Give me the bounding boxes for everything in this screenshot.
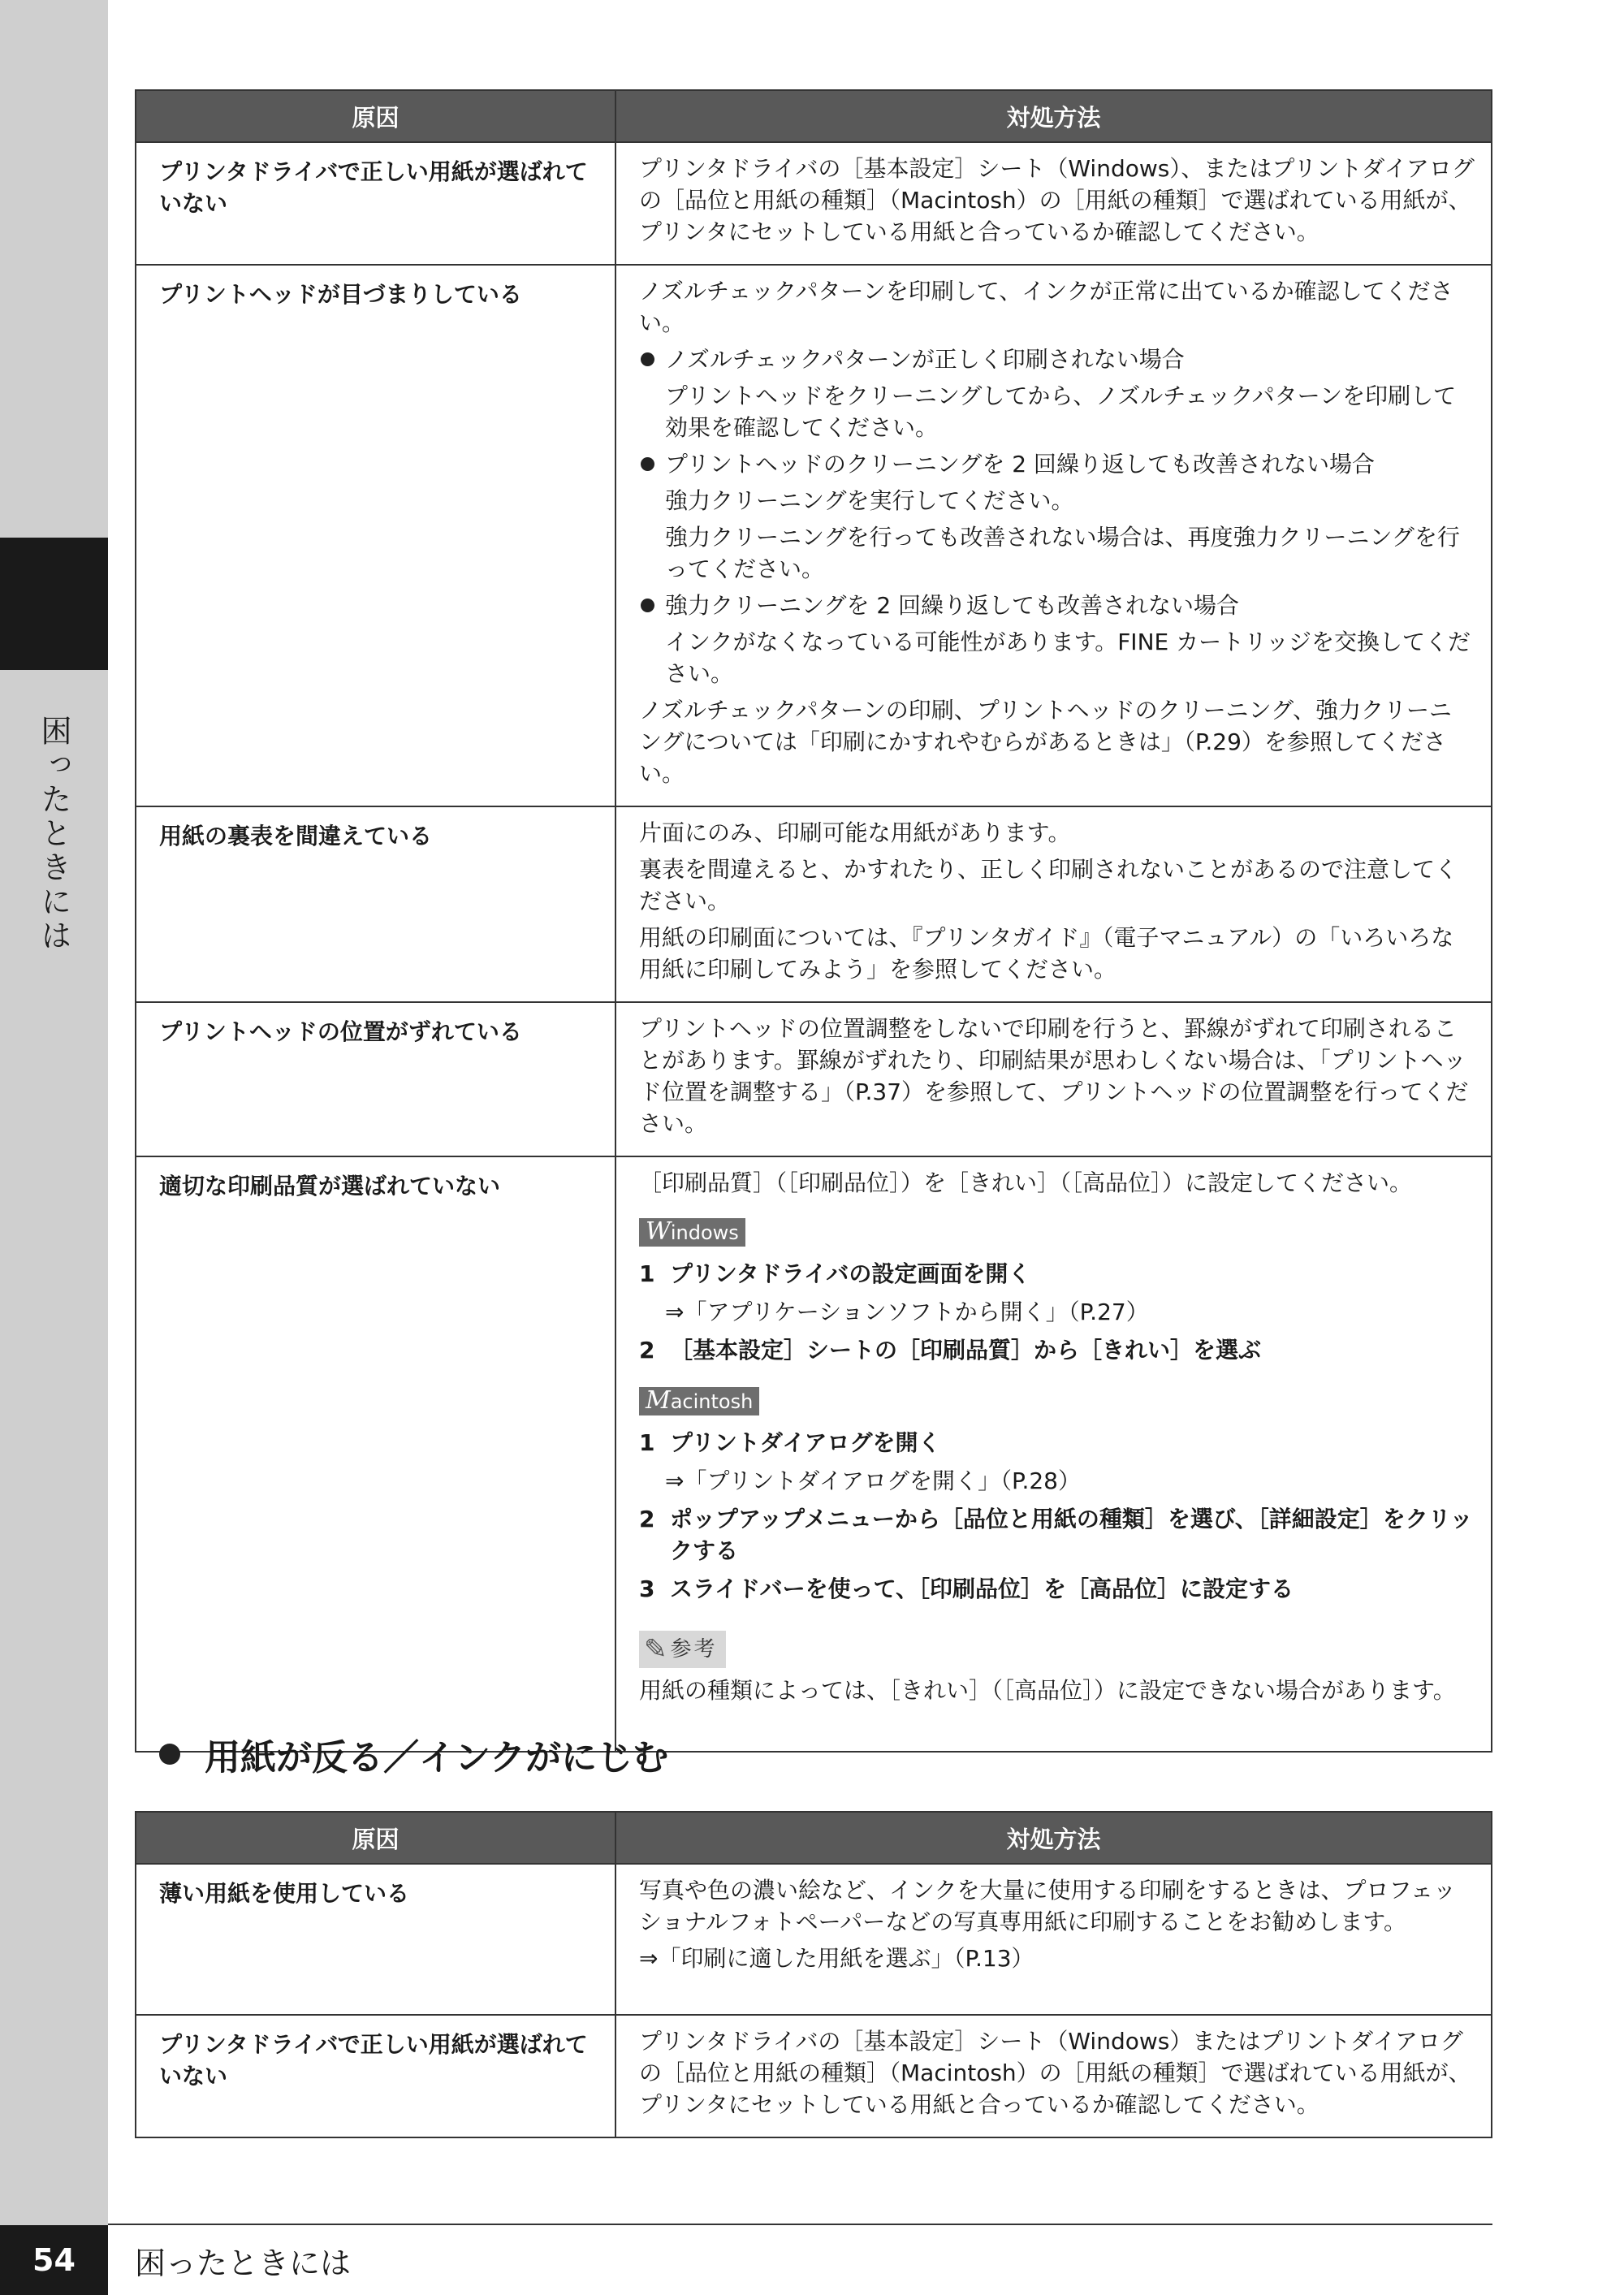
bullet-text: 強力クリーニングを実行してください。 xyxy=(665,487,1074,514)
solution-cell xyxy=(615,1002,1492,1156)
cause-cell: プリントヘッドの位置がずれている xyxy=(136,1002,615,1156)
bullet-item xyxy=(639,344,1475,375)
table-row xyxy=(136,142,1492,265)
solution-text: プリントヘッドの位置調整をしないで印刷を行うと、罫線がずれて印刷されることがあります。罫線がずれたり、印刷結果が思わしくない場合は、「プリントヘッド位置を調整する」（P.37）を参照して、プリントヘッドの位置調整を行ってください。 xyxy=(639,1015,1469,1137)
header-solution: 対処方法 xyxy=(615,90,1492,142)
windows-badge: Windows xyxy=(639,1218,745,1247)
table-row xyxy=(136,2015,1492,2137)
bullet-dot-icon xyxy=(641,599,654,612)
solution-cell xyxy=(615,2015,1492,2137)
section-heading-text: 用紙が反る／インクがにじむ xyxy=(205,1737,669,1779)
bullet-item xyxy=(639,590,1475,621)
footer-rule xyxy=(108,2224,1492,2225)
table-row xyxy=(136,265,1492,806)
side-strip xyxy=(0,0,108,2295)
step-item: 1 プリントダイアログを開く xyxy=(639,1429,941,1456)
paperclip-icon: ✎ xyxy=(644,1632,667,1666)
table-row xyxy=(136,1002,1492,1156)
table-header-row xyxy=(136,1812,1492,1864)
solution-text: 写真や色の濃い絵など、インクを大量に使用する印刷をするときは、プロフェッショナルフォトペーパーなどの写真専用紙に印刷することをお勧めします。 xyxy=(639,1877,1457,1935)
step-item: 1 プリンタドライバの設定画面を開く xyxy=(639,1260,1031,1287)
table-row xyxy=(136,1864,1492,2015)
header-cause: 原因 xyxy=(136,1812,615,1864)
cause-cell: プリンタドライバで正しい用紙が選ばれていない xyxy=(136,142,615,265)
solution-intro: ［印刷品質］（［印刷品位］）を［きれい］（［高品位］）に設定してください。 xyxy=(639,1169,1413,1196)
solution-cell xyxy=(615,1864,1492,2015)
chapter-side-label: 困ったときには xyxy=(36,715,71,953)
page-number: 54 xyxy=(0,2225,108,2295)
step-item: 2 ポップアップメニューから［品位と用紙の種類］を選び、［詳細設定］をクリックする xyxy=(639,1506,1473,1564)
bullet-heading: ノズルチェックパターンが正しく印刷されない場合 xyxy=(665,346,1185,373)
macintosh-badge: Macintosh xyxy=(639,1387,759,1415)
cause-cell: 薄い用紙を使用している xyxy=(136,1864,615,2015)
step-reference: ⇒「アプリケーションソフトから開く」（P.27） xyxy=(665,1299,1149,1325)
troubleshooting-table-2 xyxy=(135,1811,1492,2138)
solution-cell xyxy=(615,265,1492,806)
bullet-dot-icon xyxy=(159,1744,180,1765)
table-header-row xyxy=(136,90,1492,142)
solution-cell xyxy=(615,806,1492,1002)
bullet-heading: プリントヘッドのクリーニングを 2 回繰り返しても改善されない場合 xyxy=(665,451,1375,478)
bullet-text: 強力クリーニングを行っても改善されない場合は、再度強力クリーニングを行ってください。 xyxy=(665,524,1460,582)
cause-cell: 用紙の裏表を間違えている xyxy=(136,806,615,1002)
chapter-tab xyxy=(0,538,108,670)
solution-cell xyxy=(615,1156,1492,1752)
table-row xyxy=(136,1156,1492,1752)
solution-text: プリンタドライバの［基本設定］シート（Windows）、またはプリントダイアログの［品位と用紙の種類］（Macintosh）の［用紙の種類］で選ばれている用紙が、プリンタにセットしている用紙と合っているか確認してください。 xyxy=(639,155,1475,245)
solution-text: 片面にのみ、印刷可能な用紙があります。 xyxy=(639,819,1071,846)
section-heading xyxy=(159,1728,668,1780)
bullet-dot-icon xyxy=(641,457,654,471)
bullet-text: プリントヘッドをクリーニングしてから、ノズルチェックパターンを印刷して効果を確認してください。 xyxy=(665,382,1457,441)
bullet-heading: 強力クリーニングを 2 回繰り返しても改善されない場合 xyxy=(665,592,1240,619)
cause-cell: 適切な印刷品質が選ばれていない xyxy=(136,1156,615,1752)
cause-cell: プリンタドライバで正しい用紙が選ばれていない xyxy=(136,2015,615,2137)
bullet-item xyxy=(639,448,1475,480)
bullet-dot-icon xyxy=(641,352,654,366)
solution-text: 裏表を間違えると、かすれたり、正しく印刷されないことがあるので注意してください。 xyxy=(639,856,1458,914)
solution-reference: ⇒「印刷に適した用紙を選ぶ」（P.13） xyxy=(639,1945,1034,1972)
troubleshooting-table-1 xyxy=(135,89,1492,1753)
solution-outro: ノズルチェックパターンの印刷、プリントヘッドのクリーニング、強力クリーニングについては「印刷にかすれやむらがあるときは」（P.29）を参照してください。 xyxy=(639,697,1453,787)
header-solution: 対処方法 xyxy=(615,1812,1492,1864)
step-reference: ⇒「プリントダイアログを開く」（P.28） xyxy=(665,1467,1081,1494)
solution-text: 用紙の印刷面については、『プリンタガイド』（電子マニュアル）の「いろいろな用紙に印刷してみよう」を参照してください。 xyxy=(639,924,1454,983)
header-cause: 原因 xyxy=(136,90,615,142)
bullet-text: インクがなくなっている可能性があります。FINE カートリッジを交換してください。 xyxy=(665,629,1471,687)
step-item: 3 スライドバーを使って、［印刷品位］を［高品位］に設定する xyxy=(639,1575,1294,1602)
solution-cell xyxy=(615,142,1492,265)
cause-cell: プリントヘッドが目づまりしている xyxy=(136,265,615,806)
footer-title: 困ったときには xyxy=(135,2245,352,2281)
note-text: 用紙の種類によっては、［きれい］（［高品位］）に設定できない場合があります。 xyxy=(639,1677,1456,1704)
solution-intro: ノズルチェックパターンを印刷して、インクが正常に出ているか確認してください。 xyxy=(639,278,1453,336)
note-badge: ✎ 参考 xyxy=(639,1631,726,1668)
table-row xyxy=(136,806,1492,1002)
solution-text: プリンタドライバの［基本設定］シート（Windows）またはプリントダイアログの［品位と用紙の種類］（Macintosh）の［用紙の種類］で選ばれている用紙が、プリンタにセットしている用紙と合っているか確認してください。 xyxy=(639,2028,1471,2118)
step-item: 2 ［基本設定］シートの［印刷品質］から［きれい］を選ぶ xyxy=(639,1337,1262,1364)
